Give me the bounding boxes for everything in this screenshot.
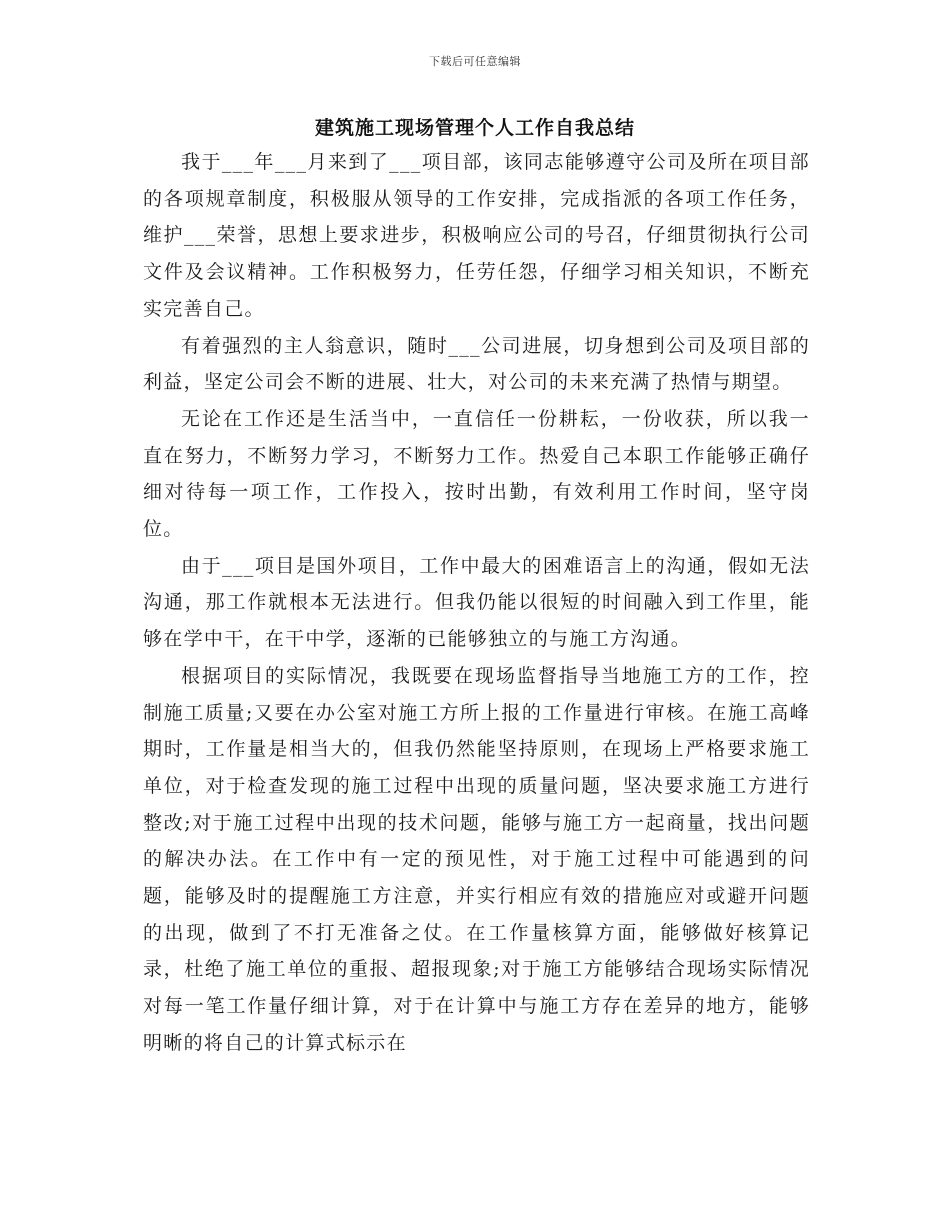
paragraph: 我于___年___月来到了___项目部，该同志能够遵守公司及所在项目部的各项规章制度，积极服从领导的工作安排，完成指派的各项工作任务，维护___荣誉，思想上要求进步，积极响应公司的号召，仔细贯彻执行公司文件及会议精神。工作积极努力，任劳任怨，仔细学习相关知识，不断充实完善自己。 (143, 151, 810, 320)
paragraph: 无论在工作还是生活当中，一直信任一份耕耘，一份收获，所以我一直在努力，不断努力学习，不断努力工作。热爱自己本职工作能够正确仔细对待每一项工作，工作投入，按时出勤，有效利用工作时间，坚守岗位。 (143, 407, 810, 541)
paragraph: 根据项目的实际情况，我既要在现场监督指导当地施工方的工作，控制施工质量;又要在办公室对施工方所上报的工作量进行审核。在施工高峰期时，工作量是相当大的，但我仍然能坚持原则，在现场上严格要求施工单位，对于检查发现的施工过程中出现的质量问题，坚决要求施工方进行整改;对于施工过程中出现的技术问题，能够与施工方一起商量，找出问题的解决办法。在工作中有一定的预见性，对于施工过程中可能遇到的问题，能够及时的提醒施工方注意，并实行相应有效的措施应对或避开问题的出现，做到了不打无准备之仗。在工作量核算方面，能够做好核算记录，杜绝了施工单位的重报、超报现象;对于施工方能够结合现场实际情况对每一笔工作量仔细计算，对于在计算中与施工方存在差异的地方，能够明晰的将自己的计算式标示在 (143, 664, 810, 1054)
paragraph: 由于___项目是国外项目，工作中最大的困难语言上的沟通，假如无法沟通，那工作就根本无法进行。但我仍能以很短的时间融入到工作里，能够在学中干，在干中学，逐渐的已能够独立的与施工方沟通。 (143, 554, 810, 651)
header-note: 下载后可任意编辑 (429, 55, 521, 68)
document-title: 建筑施工现场管理个人工作自我总结 (314, 117, 635, 139)
paragraph: 有着强烈的主人翁意识，随时___公司进展，切身想到公司及项目部的利益，坚定公司会不断的进展、壮大，对公司的未来充满了热情与期望。 (143, 334, 810, 394)
document-body (143, 144, 810, 1062)
